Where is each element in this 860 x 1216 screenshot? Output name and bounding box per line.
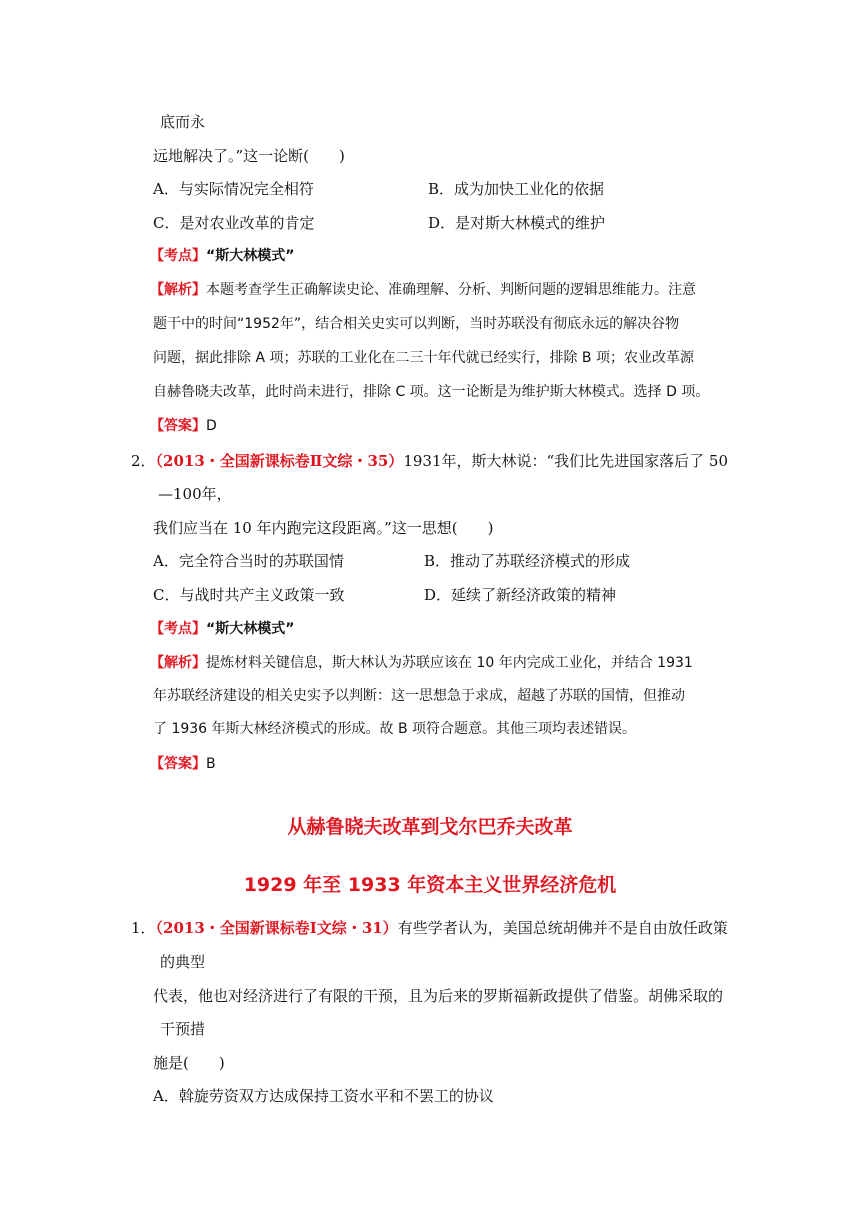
q1-jiexi-line1	[150, 280, 696, 300]
q2-source: （2013・全国新课标卷Ⅱ文综・35）	[155, 452, 404, 470]
q2-stem-line3: 我们应当在 10 年内跑完这段距离。”这一思想( )	[153, 519, 494, 537]
q3-stem-text: 有些学者认为，美国总统胡佛并不是自由放任政策	[397, 919, 728, 937]
q1-kaodian	[150, 246, 294, 266]
q2-number: 2．	[131, 452, 156, 470]
kaodian-label: 【考点】	[150, 621, 206, 637]
section-heading-reform: 从赫鲁晓夫改革到戈尔巴乔夫改革	[287, 816, 573, 838]
jiexi-label: 【解析】	[150, 655, 206, 671]
q2-kaodian	[150, 619, 294, 639]
answer-value: D	[206, 418, 217, 434]
answer-label: 【答案】	[150, 418, 206, 434]
q3-stem-line4: 干预措	[160, 1020, 206, 1038]
q3-number: 1．	[131, 919, 156, 937]
jiexi-label: 【解析】	[150, 282, 206, 298]
q2-jiexi-line3: 了 1936 年斯大林经济模式的形成。故 B 项符合题意。其他三项均表述错误。	[153, 721, 637, 737]
section-heading-crisis: 1929 年至 1933 年资本主义世界经济危机	[243, 874, 617, 896]
jiexi-text: 本题考查学生正确解读史论、准确理解、分析、判断问题的逻辑思维能力。注意	[206, 282, 696, 298]
q2-stem-line1	[131, 451, 728, 471]
q2-option-d: D．延续了新经济政策的精神	[424, 586, 617, 604]
q3-source: （2013・全国新课标卷Ⅰ文综・31）	[155, 919, 398, 937]
q2-option-c: C．与战时共产主义政策一致	[153, 586, 345, 604]
q3-stem-line3: 代表，他也对经济进行了有限的干预，且为后来的罗斯福新政提供了借鉴。胡佛采取的	[153, 987, 724, 1005]
jiexi-text: 提炼材料关键信息，斯大林认为苏联应该在 10 年内完成工业化，并结合 1931	[206, 655, 693, 671]
q2-option-b: B．推动了苏联经济模式的形成	[424, 552, 631, 570]
q2-stem-line2: —100年，	[158, 485, 232, 503]
q3-stem-line5: 施是( )	[153, 1054, 225, 1072]
q1-answer	[150, 416, 217, 436]
answer-label: 【答案】	[150, 756, 206, 772]
q2-stem-text: 1931年，斯大林说：“我们比先进国家落后了 50	[403, 452, 729, 470]
kaodian-text: “斯大林模式”	[206, 248, 295, 264]
q1-option-d: D．是对斯大林模式的维护	[428, 214, 606, 232]
q3-option-a: A．斡旋劳资双方达成保持工资水平和不罢工的协议	[153, 1087, 494, 1105]
kaodian-label: 【考点】	[150, 248, 206, 264]
q1-option-b: B．成为加快工业化的依据	[428, 180, 605, 198]
q1-stem-line1: 底而永	[160, 113, 206, 131]
q1-jiexi-line4: 自赫鲁晓夫改革，此时尚未进行，排除 C 项。这一论断是为维护斯大林模式。选择 D 项。	[153, 384, 710, 400]
q3-stem-line1	[131, 918, 728, 938]
q3-stem-line2: 的典型	[160, 953, 206, 971]
q1-jiexi-line2: 题干中的时间“1952年”，结合相关史实可以判断，当时苏联没有彻底永远的解决谷物	[153, 316, 680, 332]
q1-jiexi-line3: 问题，据此排除 A 项；苏联的工业化在二三十年代就已经实行，排除 B 项；农业改革源	[153, 350, 694, 366]
q2-jiexi-line2: 年苏联经济建设的相关史实予以判断：这一思想急于求成，超越了苏联的国情，但推动	[153, 688, 685, 704]
q2-jiexi-line1	[150, 653, 693, 673]
q1-stem-line2: 远地解决了。”这一论断( )	[153, 147, 345, 165]
answer-value: B	[206, 756, 216, 772]
q1-option-c: C．是对农业改革的肯定	[153, 214, 315, 232]
q2-answer	[150, 754, 216, 774]
kaodian-text: “斯大林模式”	[206, 621, 295, 637]
q1-option-a: A．与实际情况完全相符	[153, 180, 314, 198]
q2-option-a: A．完全符合当时的苏联国情	[153, 552, 344, 570]
